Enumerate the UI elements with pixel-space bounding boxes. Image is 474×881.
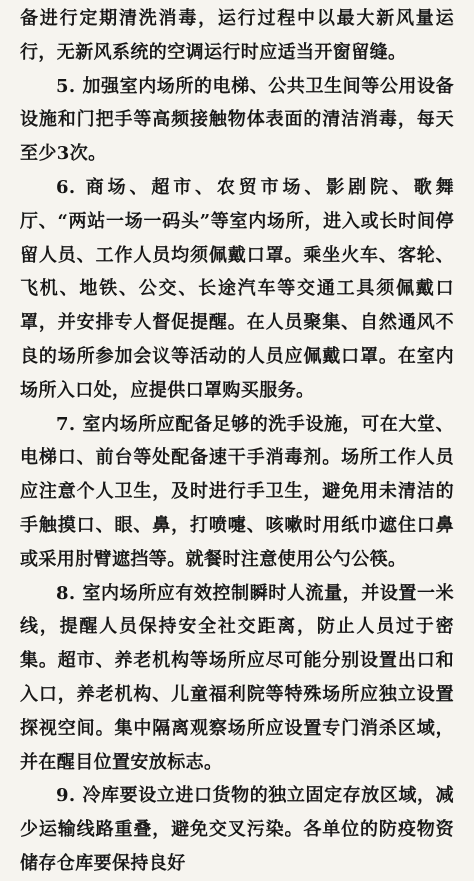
paragraph-item-5: 5. 加强室内场所的电梯、公共卫生间等公用设备设施和门把手等高频接触物体表面的清洁消毒，每天至少3次。: [20, 75, 454, 165]
paragraph-item-8: 8. 室内场所应有效控制瞬时人流量，并设置一米线，提醒人员保持安全社交距离，防止人员过于密集。超市、养老机构等场所应尽可能分别设置出口和入口，养老机构、儿童福利院等特殊场所应独立设置探视空间。集中隔离观察场所应设置专门消杀区域，并在醒目位置安放标志。: [20, 582, 454, 773]
paragraph-item-7: 7. 室内场所应配备足够的洗手设施，可在大堂、电梯口、前台等处配备速干手消毒剂。场所工作人员应注意个人卫生，及时进行手卫生，避免用未清洁的手触摸口、眼、鼻，打喷嚏、咳嗽时用纸巾遮住口鼻或采用肘臂遮挡等。就餐时注意使用公勺公筷。: [20, 413, 454, 570]
paragraph-item-6: 6. 商场、超市、农贸市场、影剧院、歌舞厅、“两站一场一码头”等室内场所，进入或长时间停留人员、工作人员均须佩戴口罩。乘坐火车、客轮、飞机、地铁、公交、长途汽车等交通工具须佩戴口罩，并安排专人督促提醒。在人员聚集、自然通风不良的场所参加会议等活动的人员应佩戴口罩。在室内场所入口处，应提供口罩购买服务。: [20, 176, 454, 401]
paragraph-item-4-continued: 备进行定期清洗消毒，运行过程中以最大新风量运行，无新风系统的空调运行时应适当开窗留缝。: [20, 8, 454, 63]
paragraph-item-9: 9. 冷库要设立进口货物的独立固定存放区域，减少运输线路重叠，避免交叉污染。各单位的防疫物资储存仓库要保持良好: [20, 785, 454, 874]
